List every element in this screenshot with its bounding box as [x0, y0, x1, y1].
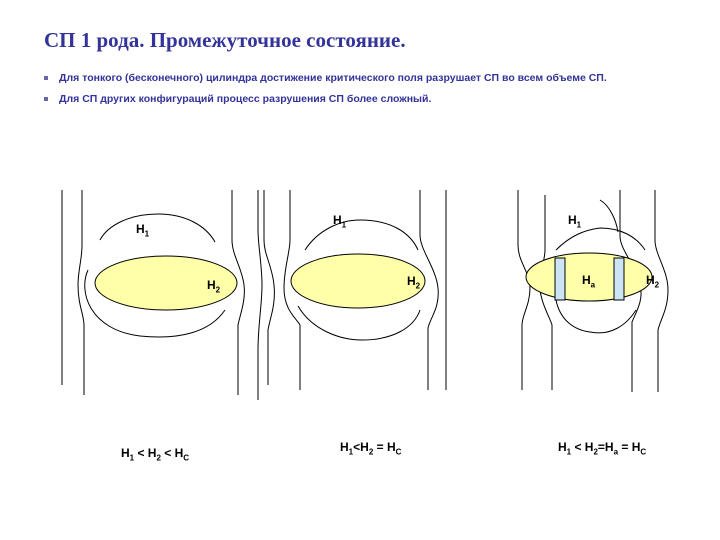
condition-panel-1: $H_1 < H_2 < H_C$	[121, 446, 190, 463]
bullet-item: Для СП других конфигураций процесс разрушения СП более сложный.	[44, 93, 607, 105]
label-h2-panel3: $H_2$	[646, 273, 660, 290]
condition-panel-2: $H_1<H_2 = H_C$	[340, 440, 402, 457]
label-h1-panel3: $H_1$	[568, 213, 582, 230]
slide-title: СП 1 рода. Промежуточное состояние.	[44, 28, 406, 52]
label-h2-panel2: $H_2$	[407, 274, 421, 291]
label-ha-panel3: $H_a$	[582, 273, 596, 290]
label-h1-panel2: $H_1$	[333, 213, 347, 230]
normal-region-left	[555, 258, 565, 300]
condition-panel-3: $H_1 < H_2=H_a = H_C$	[558, 440, 647, 457]
bullet-item: Для тонкого (бесконечного) цилиндра достижение критического поля разрушает СП во всем объеме СП.	[44, 72, 607, 84]
normal-region-right	[614, 258, 624, 300]
sc-ellipse-2	[291, 254, 425, 308]
label-h2-panel1: $H_2$	[207, 278, 221, 295]
label-h1-panel1: $H_1$	[136, 222, 150, 239]
